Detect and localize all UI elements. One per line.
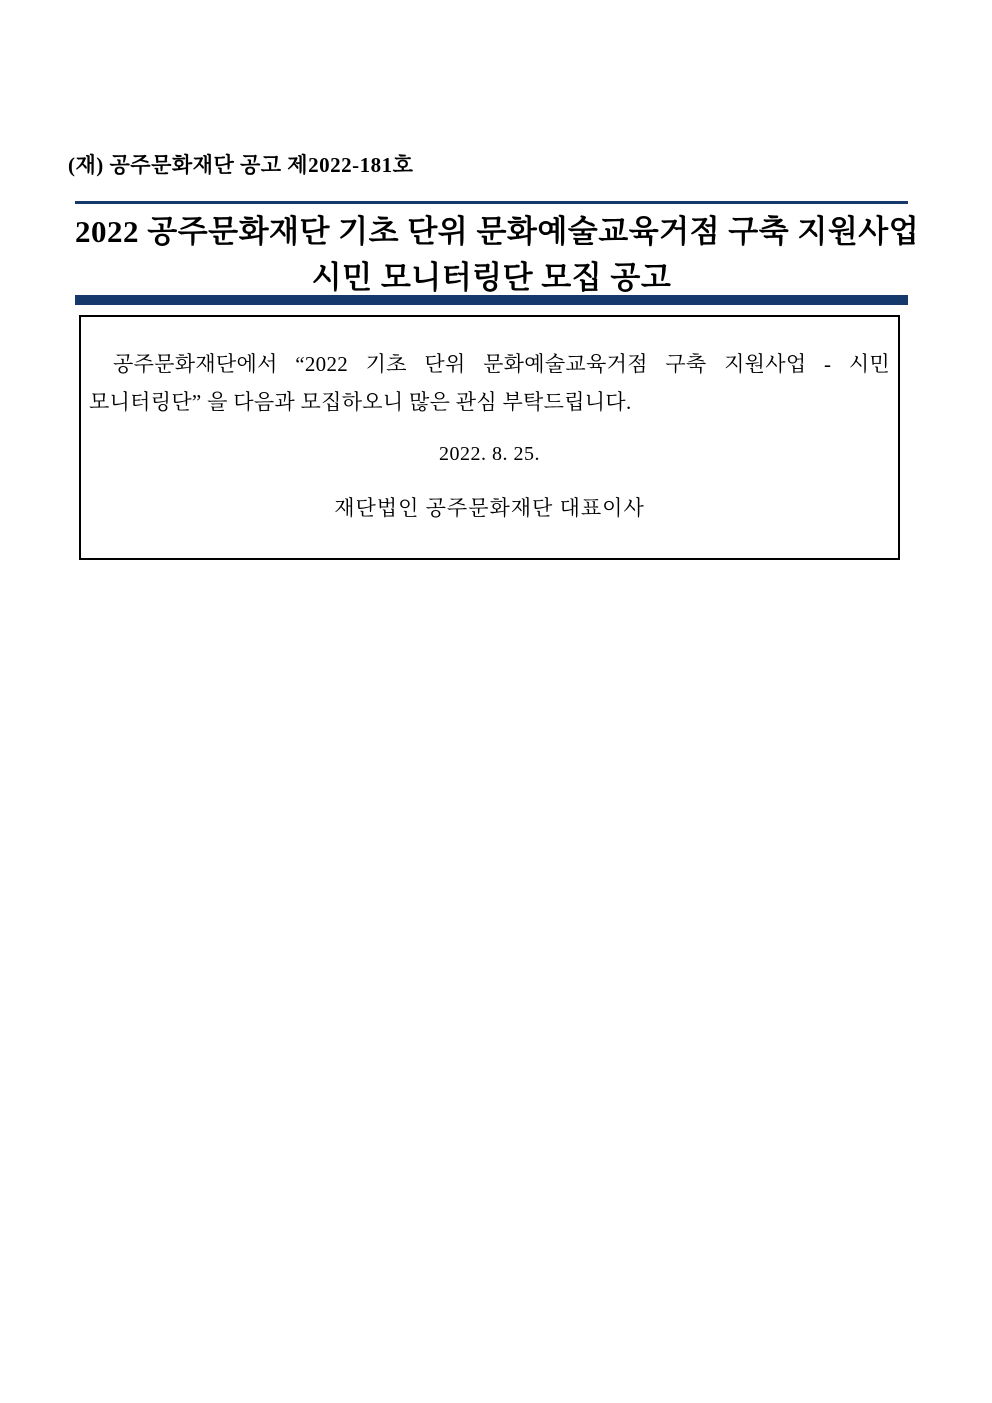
notice-date: 2022. 8. 25. (439, 443, 540, 465)
page-title-line2: 시민 모니터링단 모집 공고 (311, 260, 672, 295)
notice-signature: 재단법인 공주문화재단 대표이사 (334, 496, 645, 520)
notice-body (89, 345, 890, 421)
title-top-rule (75, 201, 908, 204)
title-bottom-rule (75, 295, 908, 305)
notice-body-line2: 모니터링단” 을 다음과 모집하오니 많은 관심 부탁드립니다. (89, 390, 632, 414)
notice-box (79, 315, 900, 560)
page-title-line1: 2022 공주문화재단 기초 단위 문화예술교육거점 구축 지원사업 (75, 214, 920, 249)
notice-body-line1: 공주문화재단에서 “2022 기초 단위 문화예술교육거점 구축 지원사업 - 시민 (113, 352, 890, 376)
doc-number: (재) 공주문화재단 공고 제2022-181호 (68, 153, 414, 177)
